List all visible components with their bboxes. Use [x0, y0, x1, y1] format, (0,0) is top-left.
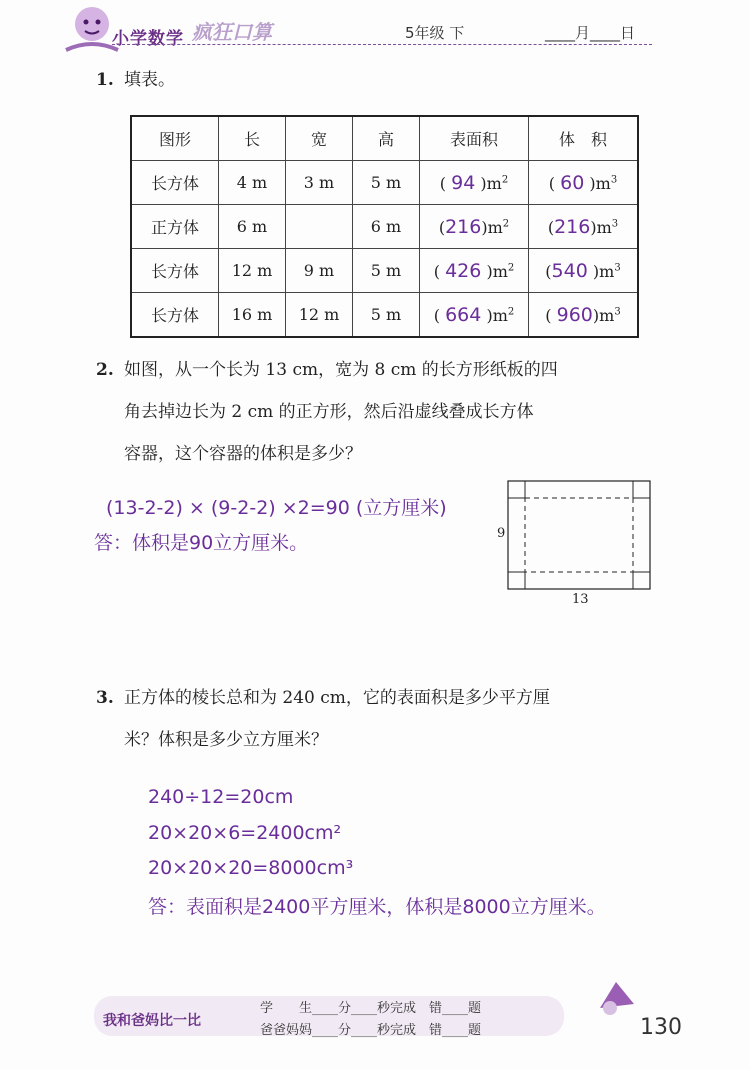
footer-mascot-icon: [594, 978, 640, 1022]
table-cell: 9 m: [286, 249, 353, 293]
q1-text: 填表。: [124, 70, 175, 90]
table-cell: 12 m: [286, 293, 353, 338]
table-header-row: [131, 116, 638, 161]
answer-cell[interactable]: $(216)m^2$: [420, 205, 529, 249]
footer-student-row: 学 生____分____秒完成 错____题: [260, 1001, 482, 1016]
q2-answer: 答：体积是90立方厘米。: [94, 532, 309, 554]
q3-line-1: 正方体的棱长总和为 240 cm，它的表面积是多少平方厘: [124, 688, 550, 708]
cardboard-diagram: [505, 478, 653, 592]
q3-line-2: 米？体积是多少立方厘米？: [124, 730, 328, 750]
footer-label: 我和爸妈比一比: [103, 1013, 201, 1029]
table-row: [131, 249, 638, 293]
table-cell: 6 m: [219, 205, 286, 249]
volume-answer: 540: [551, 259, 588, 282]
header-subtitle: 疯狂口算: [192, 20, 272, 44]
header-title: 小学数学: [112, 29, 184, 49]
table-row: [131, 205, 638, 249]
answer-cell[interactable]: (540 )$m^3$: [529, 249, 639, 293]
q2-line-2: 角去掉边长为 2 cm 的正方形，然后沿虚线叠成长方体: [124, 402, 534, 422]
table-cell: 16 m: [219, 293, 286, 338]
answer-cell[interactable]: ( 664 )$m^2$: [420, 293, 529, 338]
q3-work-line: 240÷12=20cm: [148, 786, 294, 808]
footer-parent-row: 爸爸妈妈____分____秒完成 错____题: [260, 1023, 482, 1038]
table-row: [131, 161, 638, 205]
table-header-cell: 高: [353, 116, 420, 161]
table-header-cell: 图形: [131, 116, 219, 161]
table-cell: 12 m: [219, 249, 286, 293]
answer-cell[interactable]: ( $960)m^3$: [529, 293, 639, 338]
table-header-cell: 表面积: [420, 116, 529, 161]
table-cell: 5 m: [353, 161, 420, 205]
q1-table: [130, 115, 639, 338]
q3-work-line: 20×20×20=8000cm³: [148, 857, 354, 879]
table-header-cell: 宽: [286, 116, 353, 161]
area-answer: 216: [445, 215, 482, 238]
header-date: ____月____日: [545, 24, 636, 42]
table-cell: 3 m: [286, 161, 353, 205]
q2-line-1: 如图，从一个长为 13 cm，宽为 8 cm 的长方形纸板的四: [124, 360, 558, 380]
answer-cell[interactable]: ( 94 )$m^2$: [420, 161, 529, 205]
table-cell: 正方体: [131, 205, 219, 249]
table-cell: [286, 205, 353, 249]
page-number: 130: [640, 1015, 682, 1040]
table-cell: 4 m: [219, 161, 286, 205]
table-header-cell: 长: [219, 116, 286, 161]
diagram-height-label: 9: [497, 526, 506, 541]
table-cell: 长方体: [131, 249, 219, 293]
volume-answer: 216: [554, 215, 591, 238]
q2-work: (13-2-2) × (9-2-2) ×2=90 (立方厘米): [106, 497, 447, 519]
volume-answer: 60: [560, 171, 585, 194]
table-header-cell: 体 积: [529, 116, 639, 161]
q2-number: 2.: [96, 360, 114, 380]
diagram-width-label: 13: [572, 592, 589, 607]
table-cell: 6 m: [353, 205, 420, 249]
q1-number: 1.: [96, 70, 114, 90]
volume-answer: 960: [556, 303, 593, 326]
area-answer: 426: [445, 259, 482, 282]
area-answer: 94: [451, 171, 476, 194]
table-row: [131, 293, 638, 338]
q3-answer: 答：表面积是2400平方厘米，体积是8000立方厘米。: [148, 896, 606, 918]
table-cell: 长方体: [131, 161, 219, 205]
answer-cell[interactable]: ( 60 )$m^3$: [529, 161, 639, 205]
table-cell: 长方体: [131, 293, 219, 338]
answer-cell[interactable]: $(216)m^3$: [529, 205, 639, 249]
answer-cell[interactable]: ( 426 )$m^2$: [420, 249, 529, 293]
q3-number: 3.: [96, 688, 114, 708]
page-header: [0, 0, 750, 60]
q3-work-line: 20×20×6=2400cm²: [148, 822, 342, 844]
header-divider: [112, 44, 652, 45]
area-answer: 664: [445, 303, 482, 326]
header-grade: 5年级 下: [405, 24, 465, 42]
table-cell: 5 m: [353, 249, 420, 293]
table-cell: 5 m: [353, 293, 420, 338]
mascot-icon: [60, 2, 120, 54]
q2-line-3: 容器，这个容器的体积是多少？: [124, 444, 362, 464]
